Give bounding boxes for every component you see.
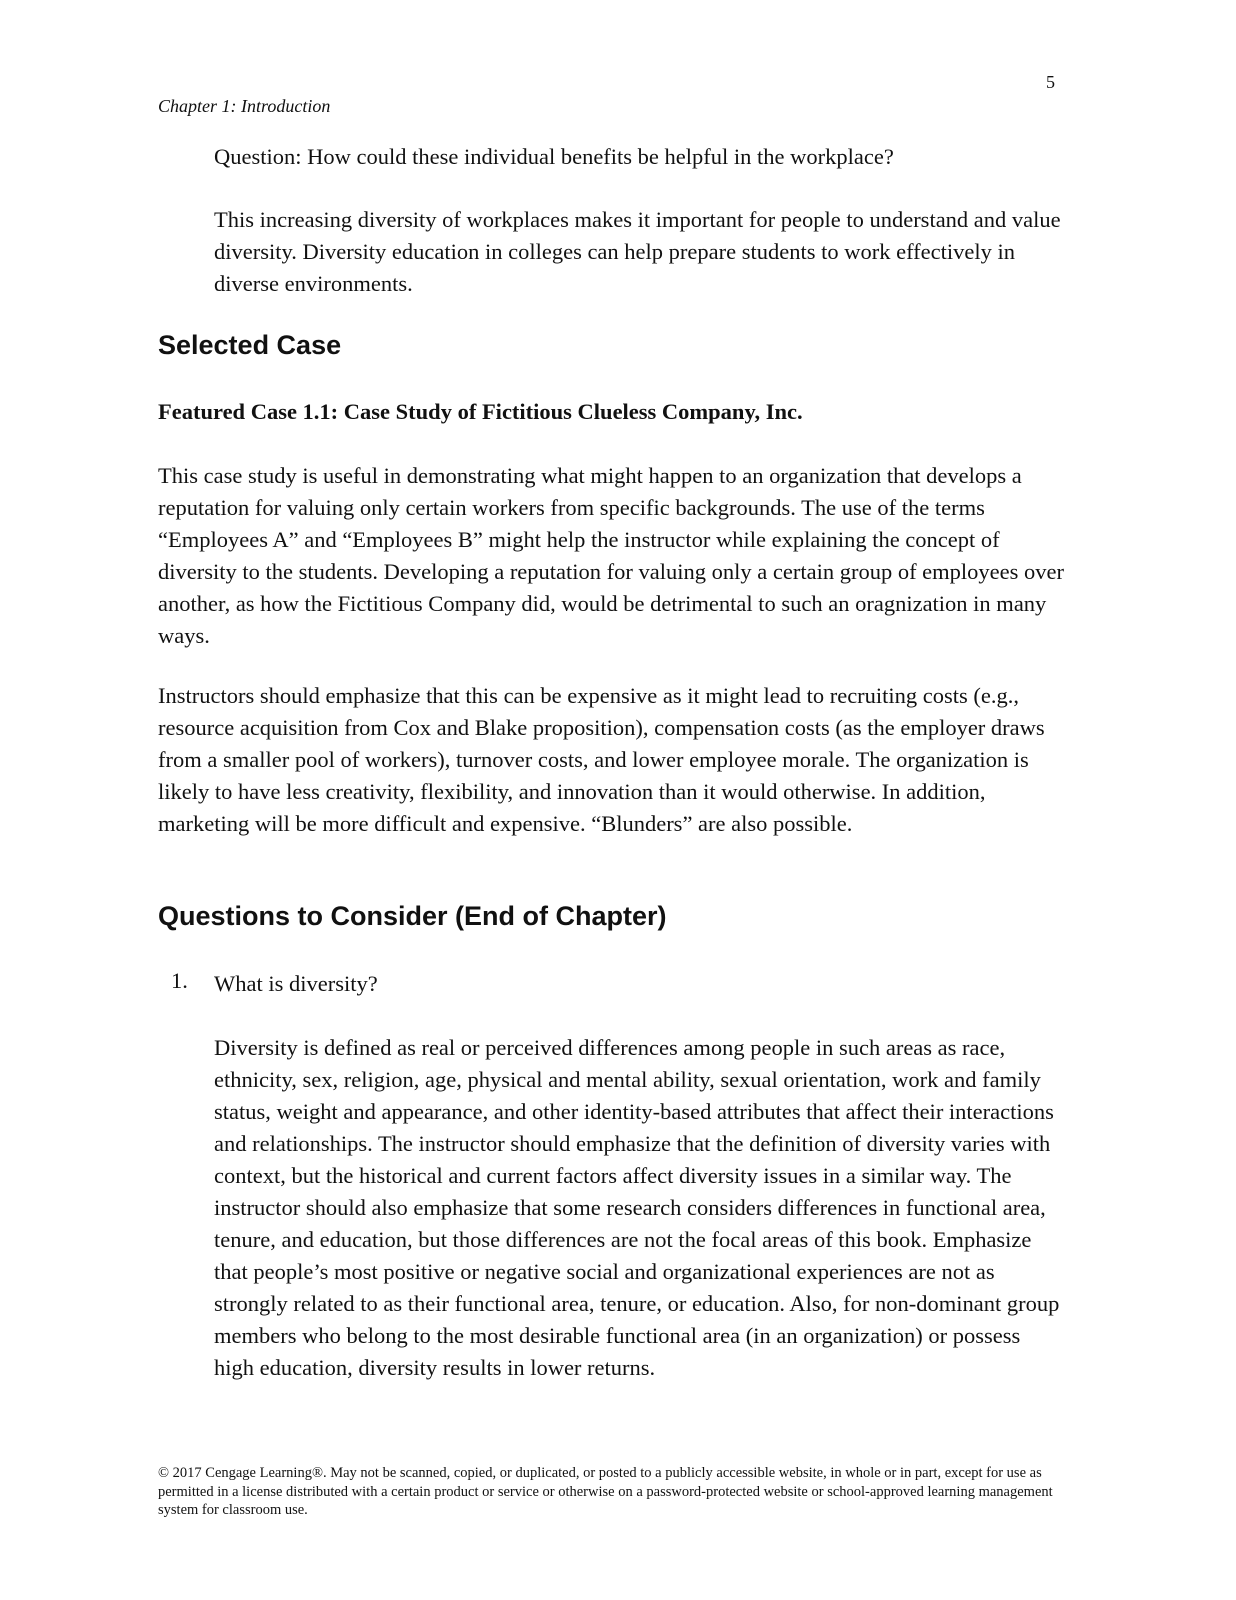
- case-paragraph-1: This case study is useful in demonstrating what might happen to an organization that develops a reputation for valuing only certain workers from specific backgrounds. The use of the terms “Employees A” and “Employees B” might help the instructor while explaining the concept of diversity to the students. Developing a reputation for valuing only a certain group of employees over another, as how the Fictitious Company did, would be detrimental to such an oragnization in many ways.: [158, 463, 1065, 648]
- answer-paragraph: Diversity is defined as real or perceived differences among people in such areas as race, ethnicity, sex, religion, age, physical and mental ability, sexual orientation, work and family status, weight and appearance, and other identity-based attributes that affect their interactions and relationships. The instructor should emphasize that the definition of diversity varies with context, but the historical and current factors affect diversity issues in a similar way. The instructor should also emphasize that some research considers differences in functional area, tenure, and education, but those differences are not the focal areas of this book. Emphasize that people’s most positive or negative social and organizational experiences are not as strongly related to as their functional area, tenure, or education. Also, for non-dominant group members who belong to the most desirable functional area (in an organization) or possess high education, diversity results in lower returns.: [214, 1035, 1060, 1380]
- featured-case-subheading: Featured Case 1.1: Case Study of Fictitious Clueless Company, Inc.: [158, 399, 803, 424]
- question-number: 1.: [171, 968, 188, 993]
- question-text: What is diversity?: [214, 971, 378, 996]
- page-number: 5: [1046, 72, 1055, 92]
- questions-heading: Questions to Consider (End of Chapter): [158, 901, 667, 931]
- case-paragraph-2: Instructors should emphasize that this can be expensive as it might lead to recruiting costs (e.g., resource acquisition from Cox and Blake proposition), compensation costs (as the employer draws from a smaller pool of workers), turnover costs, and lower employee morale. The organization is likely to have less creativity, flexibility, and innovation than it would otherwise. In addition, marketing will be more difficult and expensive. “Blunders” are also possible.: [158, 683, 1045, 836]
- question-prompt: Question: How could these individual benefits be helpful in the workplace?: [214, 144, 894, 169]
- diversity-workplace-paragraph: This increasing diversity of workplaces makes it important for people to understand and value diversity. Diversity education in colleges can help prepare students to work effectively in diverse environments.: [214, 207, 1061, 296]
- copyright-footer: © 2017 Cengage Learning®. May not be scanned, copied, or duplicated, or posted to a publicly accessible website, in whole or in part, except for use as permitted in a license distributed with a certain product or service or otherwise on a password-protected website or school-approved learning management system for classroom use.: [158, 1465, 1053, 1519]
- running-head: Chapter 1: Introduction: [158, 96, 331, 116]
- selected-case-heading: Selected Case: [158, 330, 342, 360]
